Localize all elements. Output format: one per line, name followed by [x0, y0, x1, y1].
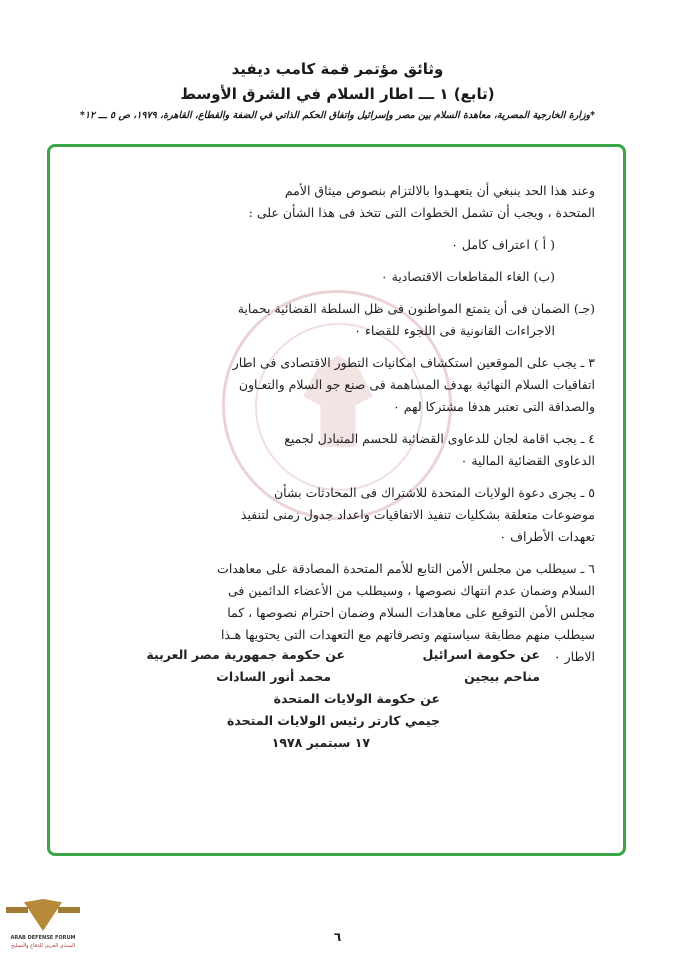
item-c-line-2: الاجراءات القانونية فى اللجوء للقضاء ٠ [354, 323, 555, 338]
item-a: ( أ ) اعتراف كامل ٠ [451, 237, 555, 252]
source-citation: *وزارة الخارجية المصرية، معاهدة السلام بين مصر وإسرائيل واتفاق الحكم الذاتي في الضفة والقطاع، القاهرة، ١٩٧٩، ص ٥ ـــ ١٢* [79, 110, 596, 121]
intro-line-2: المتحدة ، ويجب أن تشمل الخطوات التى تتخذ فى هذا الشأن على : [248, 205, 595, 220]
clause-6-line-1: ٦ ـ سيطلب من مجلس الأمن التابع للأمم المتحدة المصادقة على معاهدات [217, 561, 595, 576]
signature-date: ١٧ سبتمبر ١٩٧٨ [271, 735, 370, 750]
shield-icon [24, 899, 62, 931]
usa-government: عن حكومة الولايات المتحدة [273, 691, 440, 706]
egypt-government: عن حكومة جمهورية مصر العربية [146, 647, 345, 662]
signature-israel [422, 644, 540, 688]
intro-line-1: وعند هذا الحد ينبغي أن يتعهـدوا بالالتزام بنصوص ميثاق الأمم [284, 183, 595, 198]
israel-government: عن حكومة اسرائيل [422, 647, 540, 662]
clause-6-line-4: سيطلب منهم مطابقة سياستهم وتصرفاتهم مع التعهدات التى يحتويها هـذا [220, 627, 595, 642]
item-c-line-1: (جـ) الضمان فى أن يتمتع المواطنون فى ظل السلطة القضائية بحماية [237, 301, 595, 316]
israel-signatory: مناحم بيجين [464, 669, 540, 684]
clause-6-line-2: السلام وضمان عدم انتهاك نصوصها ، وسيطلب من الأعضاء الدائمين فى [227, 583, 595, 598]
signature-usa [227, 688, 440, 754]
clause-3-line-2: اتفاقيات السلام النهائية بهدف المساهمة فى صنع جو السلام والتعـاون [238, 377, 595, 392]
clause-5-line-2: موضوعات متعلقة بشكليات تنفيذ الاتفاقيات واعداد جدول زمنى لتنفيذ [240, 507, 595, 522]
logo-wing-left [6, 907, 28, 913]
clause-4-line-1: ٤ ـ يجب اقامة لجان للدعاوى القضائية للحسم المتبادل لجميع [284, 431, 595, 446]
document-subtitle: (تابع) ١ ـــ اطار السلام في الشرق الأوسط [180, 85, 495, 103]
logo-wing-right [58, 907, 80, 913]
logo-text: ARAB DEFENSE FORUM [10, 935, 76, 941]
clause-6-line-5: الاطار ٠ [553, 649, 595, 664]
clause-6-line-3: مجلس الأمن التوقيع على معاهدات السلام وضمان احترام نصوصها ، كما [227, 605, 595, 620]
item-b: (ب) الغاء المقاطعات الاقتصادية ٠ [380, 269, 555, 284]
usa-signatory: جيمي كارتر رئيس الولايات المتحدة [227, 713, 440, 728]
document-body [117, 180, 595, 668]
clause-5-line-3: تعهدات الأطراف ٠ [499, 529, 595, 544]
clause-5-line-1: ٥ ـ يجرى دعوة الولايات المتحدة للاشتراك فى المحادثات بشأن [274, 485, 595, 500]
logo-subtext: المنتدى العربي للدفاع والتسليح [10, 943, 76, 949]
egypt-signatory: محمد أنور السادات [216, 669, 331, 684]
clause-3-line-1: ٣ ـ يجب على الموقعين استكشاف امكانيات التطور الاقتصادى فى اطار [232, 355, 595, 370]
signature-egypt [146, 644, 345, 688]
forum-logo [4, 895, 82, 957]
clause-3-line-3: والصداقة التى تعتبر هدفا مشتركا لهم ٠ [393, 399, 595, 414]
clause-4-line-2: الدعاوى القضائية المالية ٠ [460, 453, 595, 468]
page-number: ٦ [333, 930, 342, 944]
document-title: وثائق مؤتمر قمة كامب ديفيد [231, 60, 444, 78]
